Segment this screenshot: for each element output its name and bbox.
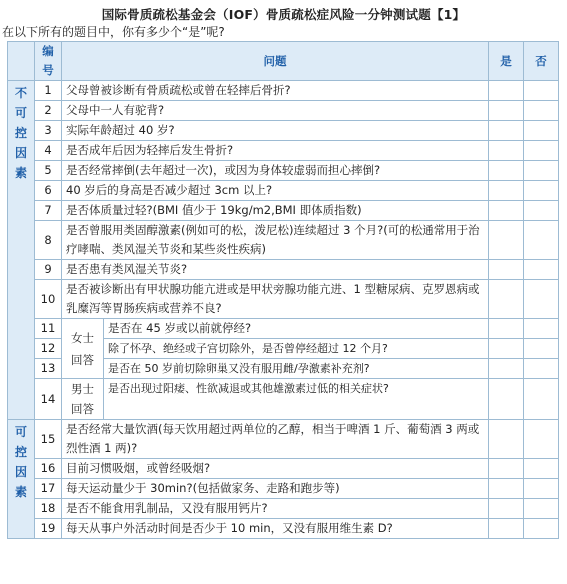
question-text: 父母中一人有驼背? (62, 101, 489, 121)
no-checkbox[interactable] (524, 339, 559, 359)
table-row (8, 141, 559, 161)
no-checkbox[interactable] (524, 420, 559, 459)
question-text: 是否体质量过轻?(BMI 值少于 19kg/m2,BMI 即体质指数) (62, 201, 489, 221)
question-text: 是否经常大量饮酒(每天饮用超过两单位的乙醇，相当于啤酒 1 斤、葡萄酒 3 两或烈性酒 1 两)? (62, 420, 489, 459)
question-text: 是否出现过阳痿、性欲减退或其他雄激素过低的相关症状? (104, 379, 489, 420)
risk-test-table (7, 41, 559, 539)
question-text: 是否成年后因为轻摔后发生骨折? (62, 141, 489, 161)
table-row (8, 201, 559, 221)
no-checkbox[interactable] (524, 319, 559, 339)
yes-checkbox[interactable] (489, 339, 524, 359)
question-text: 实际年龄超过 40 岁? (62, 121, 489, 141)
table-row (8, 161, 559, 181)
question-text: 是否不能食用乳制品，又没有服用钙片? (62, 499, 489, 519)
no-checkbox[interactable] (524, 81, 559, 101)
table-row (8, 181, 559, 201)
yes-checkbox[interactable] (489, 459, 524, 479)
table-header-row (8, 42, 559, 81)
table-row (8, 221, 559, 260)
subgroup-female-label: 女士回答 (71, 330, 94, 367)
yes-checkbox[interactable] (489, 379, 524, 420)
question-number: 19 (35, 519, 62, 539)
table-row (8, 499, 559, 519)
table-row (8, 420, 559, 459)
question-number: 15 (35, 420, 62, 459)
question-number: 6 (35, 181, 62, 201)
table-row (8, 101, 559, 121)
question-text: 是否患有类风湿关节炎? (62, 260, 489, 280)
no-checkbox[interactable] (524, 499, 559, 519)
no-checkbox[interactable] (524, 459, 559, 479)
table-row (8, 280, 559, 319)
question-text: 是否曾服用类固醇激素(例如可的松，泼尼松)连续超过 3 个月?(可的松通常用于治疗哮喘、类风湿关节炎和某些炎性疾病) (62, 221, 489, 260)
header-number: 编号 (35, 42, 62, 81)
yes-checkbox[interactable] (489, 519, 524, 539)
category-uncontrollable-label: 不可控因素 (14, 86, 27, 180)
no-checkbox[interactable] (524, 519, 559, 539)
question-number: 1 (35, 81, 62, 101)
question-number: 2 (35, 101, 62, 121)
subgroup-male (62, 379, 104, 420)
question-number: 14 (35, 379, 62, 420)
yes-checkbox[interactable] (489, 141, 524, 161)
yes-checkbox[interactable] (489, 201, 524, 221)
question-number: 18 (35, 499, 62, 519)
question-text: 是否经常摔倒(去年超过一次)，或因为身体较虚弱而担心摔倒? (62, 161, 489, 181)
yes-checkbox[interactable] (489, 81, 524, 101)
question-number: 17 (35, 479, 62, 499)
instruction-text: 在以下所有的题目中，你有多少个“是”呢? (2, 25, 225, 39)
yes-checkbox[interactable] (489, 121, 524, 141)
question-number: 9 (35, 260, 62, 280)
yes-checkbox[interactable] (489, 181, 524, 201)
header-yes: 是 (489, 42, 524, 81)
question-number: 10 (35, 280, 62, 319)
question-number: 8 (35, 221, 62, 260)
question-number: 11 (35, 319, 62, 339)
question-number: 4 (35, 141, 62, 161)
question-number: 3 (35, 121, 62, 141)
yes-checkbox[interactable] (489, 319, 524, 339)
no-checkbox[interactable] (524, 221, 559, 260)
no-checkbox[interactable] (524, 280, 559, 319)
question-text: 是否被诊断出有甲状腺功能亢进或是甲状旁腺功能亢进、1 型糖尿病、克罗恩病或乳糜泻等胃肠疾病或营养不良? (62, 280, 489, 319)
yes-checkbox[interactable] (489, 420, 524, 459)
question-number: 7 (35, 201, 62, 221)
header-no: 否 (524, 42, 559, 81)
table-row (8, 459, 559, 479)
table-row (8, 81, 559, 101)
no-checkbox[interactable] (524, 181, 559, 201)
yes-checkbox[interactable] (489, 221, 524, 260)
question-text: 每天从事户外活动时间是否少于 10 min，又没有服用维生素 D? (62, 519, 489, 539)
table-row (8, 260, 559, 280)
yes-checkbox[interactable] (489, 101, 524, 121)
table-row (8, 479, 559, 499)
question-text: 是否在 50 岁前切除卵巢又没有服用雌/孕激素补充剂? (104, 359, 489, 379)
question-number: 5 (35, 161, 62, 181)
page-title: 国际骨质疏松基金会（IOF）骨质疏松症风险一分钟测试题【1】 (101, 7, 466, 22)
category-uncontrollable (8, 81, 35, 420)
question-text: 除了怀孕、绝经或子宫切除外，是否曾停经超过 12 个月? (104, 339, 489, 359)
yes-checkbox[interactable] (489, 161, 524, 181)
header-category (8, 42, 35, 81)
yes-checkbox[interactable] (489, 479, 524, 499)
subgroup-female (62, 319, 104, 379)
no-checkbox[interactable] (524, 121, 559, 141)
question-text: 是否在 45 岁或以前就停经? (104, 319, 489, 339)
question-number: 12 (35, 339, 62, 359)
yes-checkbox[interactable] (489, 359, 524, 379)
no-checkbox[interactable] (524, 359, 559, 379)
yes-checkbox[interactable] (489, 260, 524, 280)
question-text: 父母曾被诊断有骨质疏松或曾在轻摔后骨折? (62, 81, 489, 101)
yes-checkbox[interactable] (489, 499, 524, 519)
no-checkbox[interactable] (524, 379, 559, 420)
subgroup-male-label: 男士回答 (71, 382, 94, 416)
category-controllable-label: 可控因素 (14, 425, 27, 499)
no-checkbox[interactable] (524, 479, 559, 499)
question-text: 每天运动量少于 30min?(包括做家务、走路和跑步等) (62, 479, 489, 499)
no-checkbox[interactable] (524, 201, 559, 221)
table-row (8, 319, 559, 339)
no-checkbox[interactable] (524, 141, 559, 161)
no-checkbox[interactable] (524, 161, 559, 181)
no-checkbox[interactable] (524, 260, 559, 280)
question-text: 目前习惯吸烟，或曾经吸烟? (62, 459, 489, 479)
question-text: 40 岁后的身高是否减少超过 3cm 以上? (62, 181, 489, 201)
question-number: 16 (35, 459, 62, 479)
category-controllable (8, 420, 35, 539)
no-checkbox[interactable] (524, 101, 559, 121)
yes-checkbox[interactable] (489, 280, 524, 319)
question-number: 13 (35, 359, 62, 379)
table-row (8, 121, 559, 141)
table-row (8, 379, 559, 420)
header-question: 问题 (62, 42, 489, 81)
table-row (8, 519, 559, 539)
